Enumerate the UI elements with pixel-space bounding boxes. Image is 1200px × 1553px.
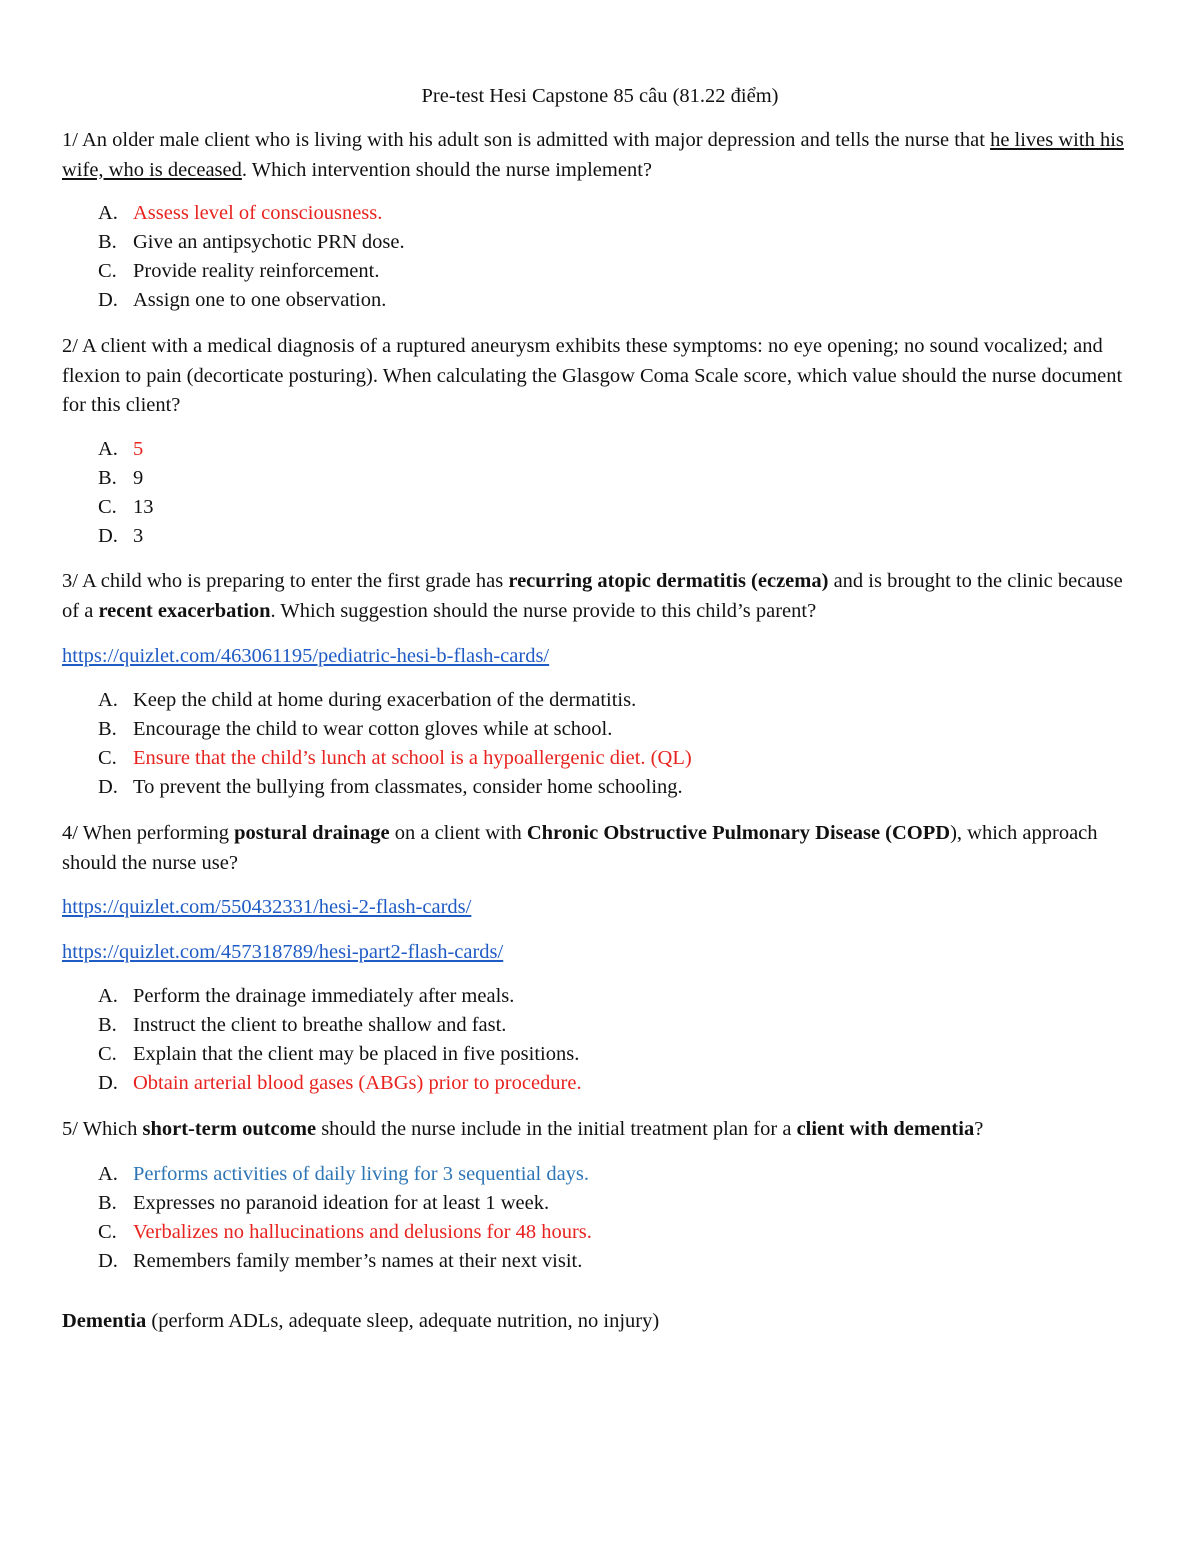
note-bold: Dementia — [62, 1310, 147, 1332]
option-text: Expresses no paranoid ideation for at least 1 week. — [133, 1192, 550, 1214]
q3-option-a — [98, 686, 636, 715]
option-text: Assess level of consciousness. — [133, 202, 383, 224]
q3-option-b — [98, 715, 612, 744]
q1-option-b — [98, 228, 405, 257]
dementia-note — [62, 1307, 1142, 1337]
q3-option-c — [98, 744, 692, 773]
option-text: Obtain arterial blood gases (ABGs) prior to procedure. — [133, 1072, 582, 1094]
q2-option-c — [98, 493, 154, 522]
q4-option-b — [98, 1011, 506, 1040]
q4-link-line-2 — [62, 938, 1142, 968]
q5-text-2: should the nurse include in the initial treatment plan for a — [316, 1118, 797, 1140]
q3-text-1: 3/ A child who is preparing to enter the first grade has — [62, 570, 509, 592]
q4-link-line-1 — [62, 893, 1142, 923]
q3-text-3: . Which suggestion should the nurse provide to this child’s parent? — [270, 599, 817, 622]
q4-bold-1: postural drainage — [234, 822, 390, 844]
q1-prefix: 1/ An older male client who is living with his adult son is admitted with major depression and tells the nurse that — [62, 129, 991, 151]
option-text: Explain that the client may be placed in five positions. — [133, 1043, 580, 1065]
q5-option-d — [98, 1247, 582, 1276]
q1-option-c — [98, 257, 379, 286]
option-text: Performs activities of daily living for 3 sequential days. — [133, 1163, 590, 1185]
option-text: Remembers family member’s names at their next visit. — [133, 1250, 583, 1272]
option-text: 9 — [133, 467, 144, 489]
option-text: Assign one to one observation. — [133, 289, 387, 311]
option-text: Keep the child at home during exacerbation of the dermatitis. — [133, 689, 637, 711]
option-letter: A. — [98, 202, 118, 224]
question-2: 2/ A client with a medical diagnosis of a ruptured aneurysm exhibits these symptoms: no eye opening; no sound vocalized; and flexion to pain (decorticate posturing). When calculating the Glasgow Coma Scale score, which value should the nurse document for this client? — [62, 335, 1123, 416]
q5-text-1: 5/ Which — [62, 1118, 143, 1140]
q2-option-a — [98, 435, 143, 464]
question-1 — [62, 126, 1142, 185]
option-letter: A. — [98, 985, 118, 1007]
option-letter: A. — [98, 1163, 118, 1185]
option-letter: B. — [98, 1014, 117, 1036]
q5-text-3: ? — [974, 1118, 984, 1140]
q3-text-2: and is brought to the clinic because of a — [62, 570, 1123, 622]
option-letter: D. — [98, 776, 118, 798]
q4-bold-2: Chronic Obstructive Pulmonary Disease (COPD — [526, 822, 951, 844]
option-letter: C. — [98, 496, 117, 518]
q4-option-a — [98, 982, 514, 1011]
option-text: Instruct the client to breathe shallow and fast. — [133, 1014, 507, 1036]
q5-option-b — [98, 1189, 549, 1218]
option-text: 5 — [133, 438, 144, 460]
q5-option-c — [98, 1218, 592, 1247]
q4-text-3: ), which approach should the nurse use? — [62, 822, 1098, 874]
q4-text-1: 4/ When performing — [62, 822, 235, 844]
q3-bold-1: recurring atopic dermatitis (eczema) — [508, 570, 829, 592]
q1-option-d — [98, 286, 386, 315]
q5-option-a — [98, 1160, 589, 1189]
option-text: Encourage the child to wear cotton gloves while at school. — [133, 718, 613, 740]
option-letter: D. — [98, 289, 118, 311]
question-5 — [62, 1115, 1142, 1145]
q4-option-d — [98, 1069, 582, 1098]
option-text: Provide reality reinforcement. — [133, 260, 380, 282]
option-letter: D. — [98, 1072, 118, 1094]
question-4 — [62, 819, 1142, 878]
note-text: (perform ADLs, adequate sleep, adequate nutrition, no injury) — [146, 1310, 660, 1332]
option-letter: A. — [98, 438, 118, 460]
option-letter: B. — [98, 718, 117, 740]
option-text: Perform the drainage immediately after meals. — [133, 985, 515, 1007]
option-text: To prevent the bullying from classmates, consider home schooling. — [133, 776, 683, 798]
option-letter: B. — [98, 467, 117, 489]
option-text: Verbalizes no hallucinations and delusions for 48 hours. — [133, 1221, 592, 1243]
q2-option-d — [98, 522, 143, 551]
q4-quizlet-link-1[interactable]: https://quizlet.com/550432331/hesi-2-flash-cards/ — [62, 896, 472, 918]
q3-quizlet-link[interactable]: https://quizlet.com/463061195/pediatric-hesi-b-flash-cards/ — [62, 645, 550, 667]
q4-text-2: on a client with — [389, 822, 527, 844]
option-letter: D. — [98, 525, 118, 547]
q3-option-d — [98, 773, 683, 802]
option-letter: B. — [98, 1192, 117, 1214]
option-text: Ensure that the child’s lunch at school is a hypoallergenic diet. (QL) — [133, 747, 692, 769]
option-letter: D. — [98, 1250, 118, 1272]
q4-option-c — [98, 1040, 579, 1069]
option-text: 13 — [133, 496, 154, 518]
option-letter: C. — [98, 1221, 117, 1243]
option-text: Give an antipsychotic PRN dose. — [133, 231, 405, 253]
q1-option-a — [98, 199, 382, 228]
q5-bold-2: client with dementia — [796, 1118, 975, 1140]
q1-underlined: he lives with his wife, who is deceased — [62, 129, 1124, 181]
option-letter: B. — [98, 231, 117, 253]
page-title: Pre-test Hesi Capstone 85 câu (81.22 điểm) — [421, 85, 779, 107]
q1-suffix: . Which intervention should the nurse implement? — [241, 158, 652, 181]
option-text: 3 — [133, 525, 144, 547]
q2-option-b — [98, 464, 143, 493]
q5-bold-1: short-term outcome — [142, 1118, 317, 1140]
option-letter: C. — [98, 747, 117, 769]
q3-link-line — [62, 642, 1142, 672]
option-letter: C. — [98, 1043, 117, 1065]
q3-bold-2: recent exacerbation — [98, 599, 271, 622]
q4-quizlet-link-2[interactable]: https://quizlet.com/457318789/hesi-part2-flash-cards/ — [62, 941, 504, 963]
option-letter: C. — [98, 260, 117, 282]
question-3 — [62, 567, 1142, 626]
option-letter: A. — [98, 689, 118, 711]
